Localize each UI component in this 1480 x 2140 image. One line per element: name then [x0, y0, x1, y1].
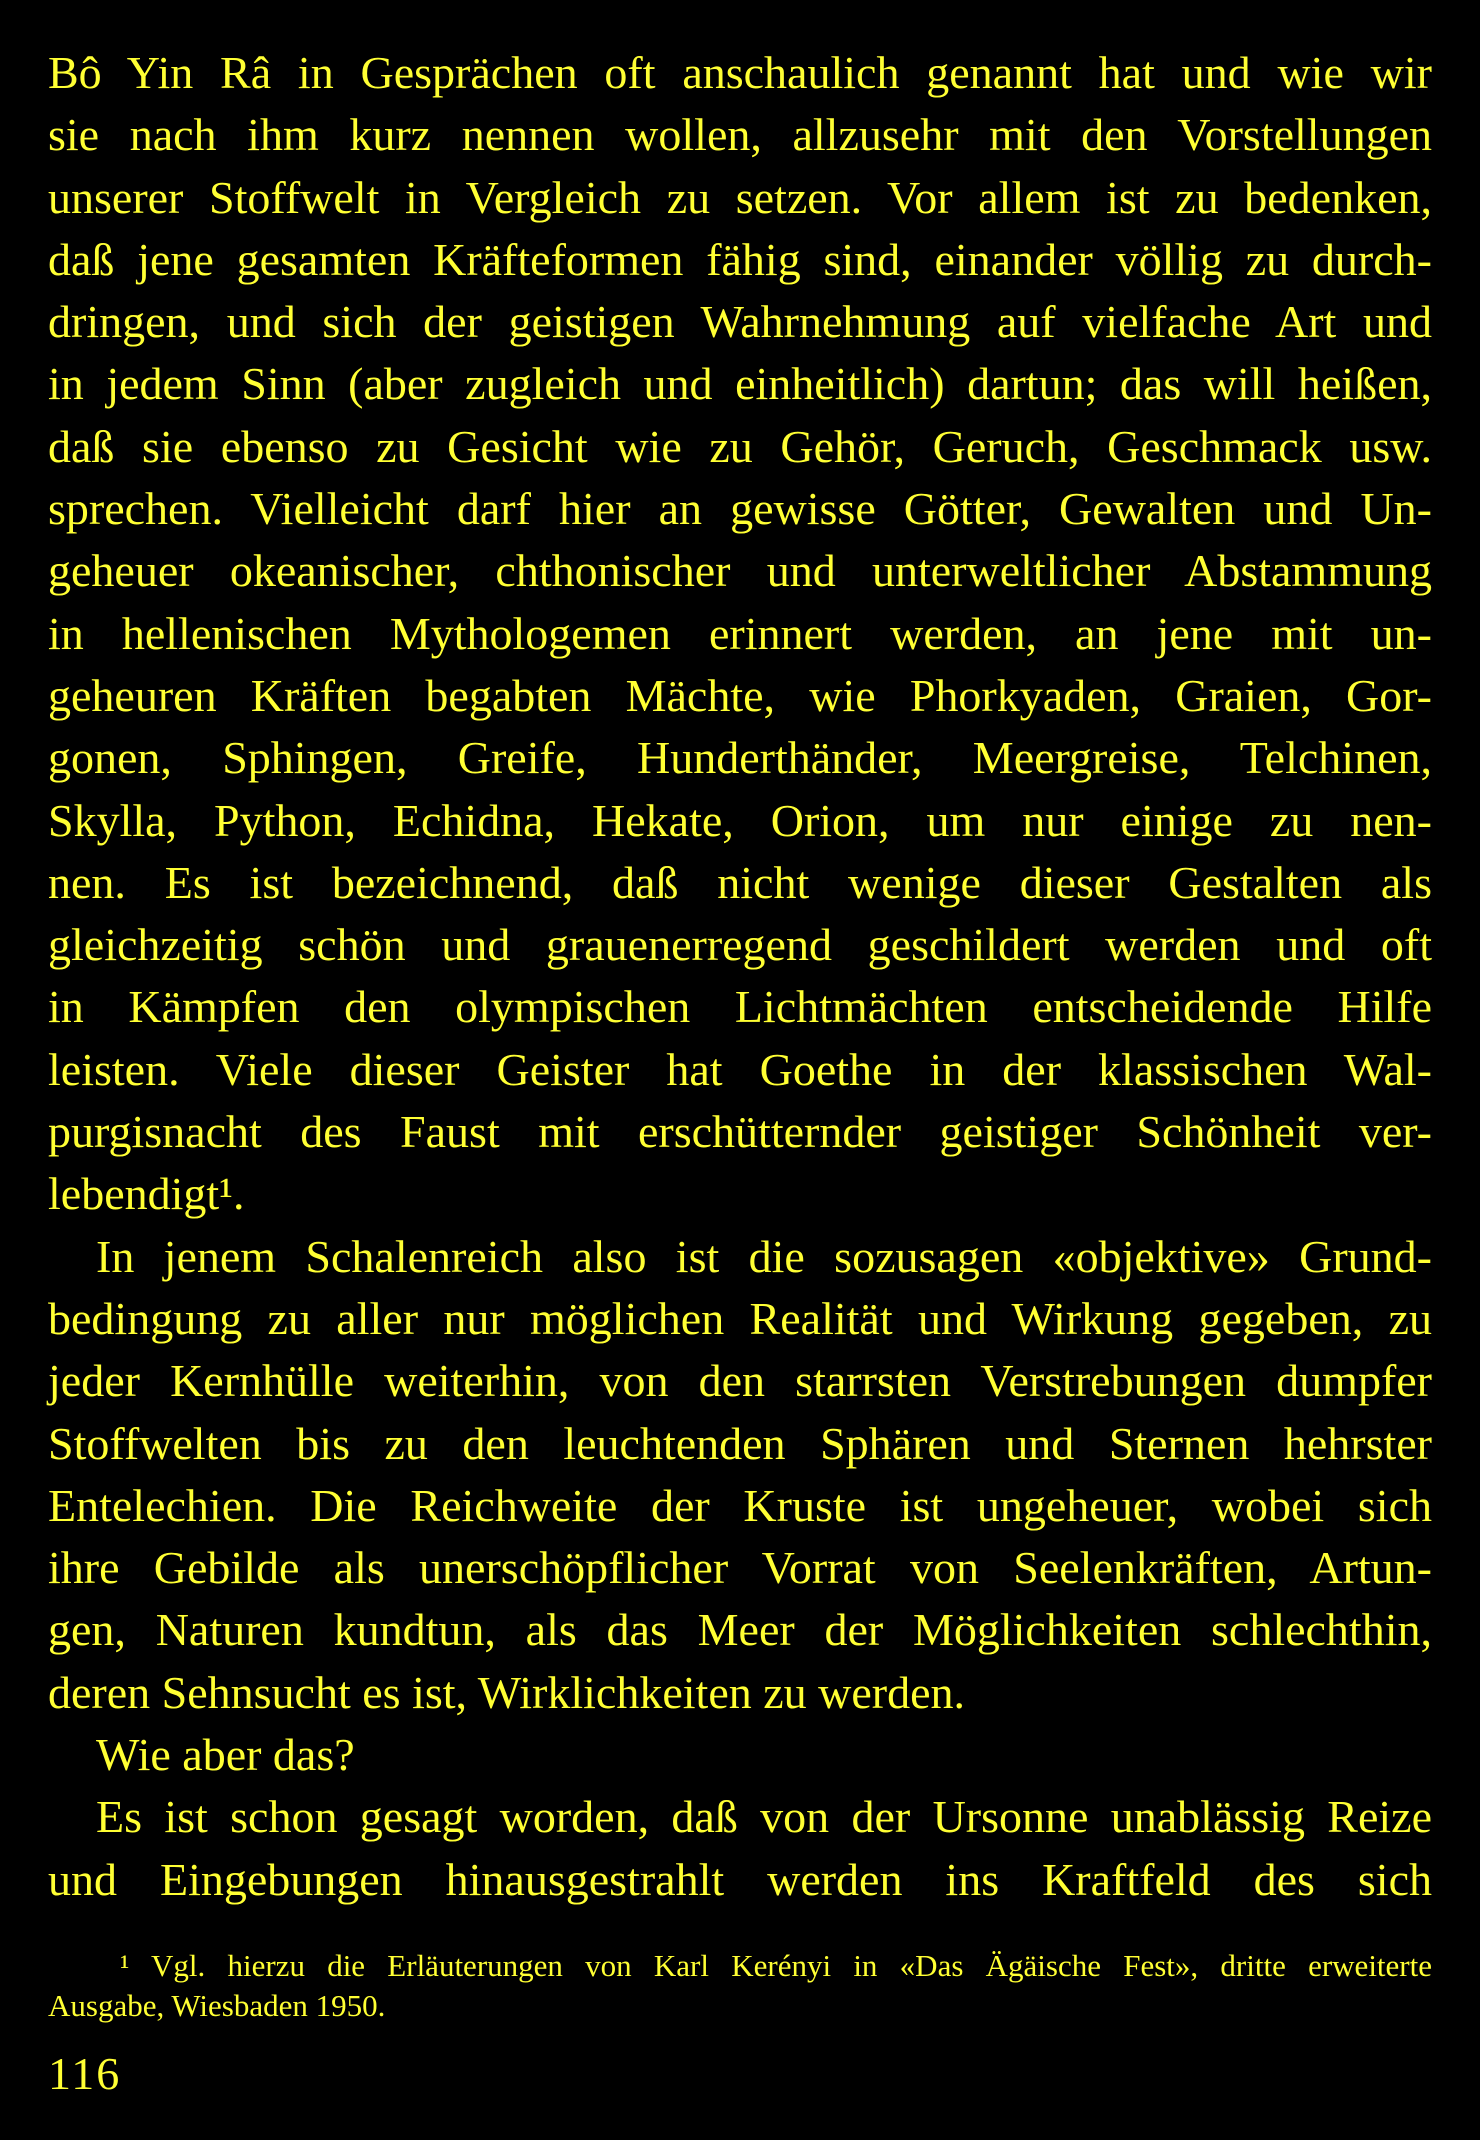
text-line: gonen, Sphingen, Greife, Hunderthänder, Meergreise, Telchinen,	[48, 732, 1432, 784]
text-line: unserer Stoffwelt in Vergleich zu setzen. Vor allem ist zu bedenken,	[48, 171, 1432, 223]
text-line: geheuer okeanischer, chthonischer und unterweltlicher Abstammung	[48, 545, 1432, 597]
footnote	[48, 1946, 1432, 2026]
text-line: in Kämpfen den olympischen Lichtmächten entscheidende Hilfe	[48, 981, 1432, 1033]
text-line: daß sie ebenso zu Gesicht wie zu Gehör, Geruch, Geschmack usw.	[48, 420, 1432, 472]
text-line: nen. Es ist bezeichnend, daß nicht wenige dieser Gestalten als	[48, 856, 1432, 908]
body-text	[48, 42, 1432, 1911]
text-line: bedingung zu aller nur möglichen Realität und Wirkung gegeben, zu	[48, 1292, 1432, 1344]
text-line: Bô Yin Râ in Gesprächen oft anschaulich genannt hat und wie wir	[48, 47, 1432, 98]
text-line: Wie aber das?	[96, 1729, 355, 1781]
text-line: und Eingebungen hinausgestrahlt werden ins Kraftfeld des sich	[48, 1853, 1432, 1905]
text-line: sprechen. Vielleicht darf hier an gewisse Götter, Gewalten und Un-	[48, 483, 1432, 535]
text-line: in hellenischen Mythologemen erinnert werden, an jene mit un-	[48, 607, 1432, 659]
text-line: in jedem Sinn (aber zugleich und einheitlich) dartun; das will heißen,	[48, 358, 1432, 410]
page-number: 116	[48, 2048, 122, 2099]
text-line: Skylla, Python, Echidna, Hekate, Orion, um nur einige zu nen-	[48, 794, 1432, 846]
text-line: deren Sehnsucht es ist, Wirklichkeiten zu werden.	[48, 1666, 966, 1718]
footnote-line: Ausgabe, Wiesbaden 1950.	[48, 1988, 386, 2023]
text-line: jeder Kernhülle weiterhin, von den starrsten Verstrebungen dumpfer	[48, 1355, 1432, 1407]
text-line: leisten. Viele dieser Geister hat Goethe in der klassischen Wal-	[48, 1043, 1432, 1095]
text-line: gen, Naturen kundtun, als das Meer der Möglichkeiten schlechthin,	[48, 1604, 1432, 1656]
text-line: Stoffwelten bis zu den leuchtenden Sphären und Sternen hehrster	[48, 1417, 1432, 1469]
text-line: dringen, und sich der geistigen Wahrnehmung auf vielfache Art und	[48, 296, 1432, 348]
text-line: purgisnacht des Faust mit erschütternder geistiger Schönheit ver-	[48, 1106, 1432, 1158]
text-line: gleichzeitig schön und grauenerregend geschildert werden und oft	[48, 919, 1432, 971]
text-line: ihre Gebilde als unerschöpflicher Vorrat von Seelenkräften, Artun-	[48, 1542, 1432, 1594]
text-line: sie nach ihm kurz nennen wollen, allzusehr mit den Vorstellungen	[48, 109, 1432, 161]
text-line: daß jene gesamten Kräfteformen fähig sind, einander völlig zu durch-	[48, 233, 1432, 285]
text-line: lebendigt¹.	[48, 1168, 245, 1220]
text-line: In jenem Schalenreich also ist die sozusagen «objektive» Grund-	[96, 1230, 1432, 1282]
text-line: geheuren Kräften begabten Mächte, wie Phorkyaden, Graien, Gor-	[48, 669, 1432, 721]
footnote-line: ¹ Vgl. hierzu die Erläuterungen von Karl Kerényi in «Das Ägäische Fest», dritte erweiterte	[120, 1948, 1432, 1983]
text-line: Es ist schon gesagt worden, daß von der Ursonne unablässig Reize	[96, 1791, 1432, 1843]
text-line: Entelechien. Die Reichweite der Kruste ist ungeheuer, wobei sich	[48, 1479, 1432, 1531]
